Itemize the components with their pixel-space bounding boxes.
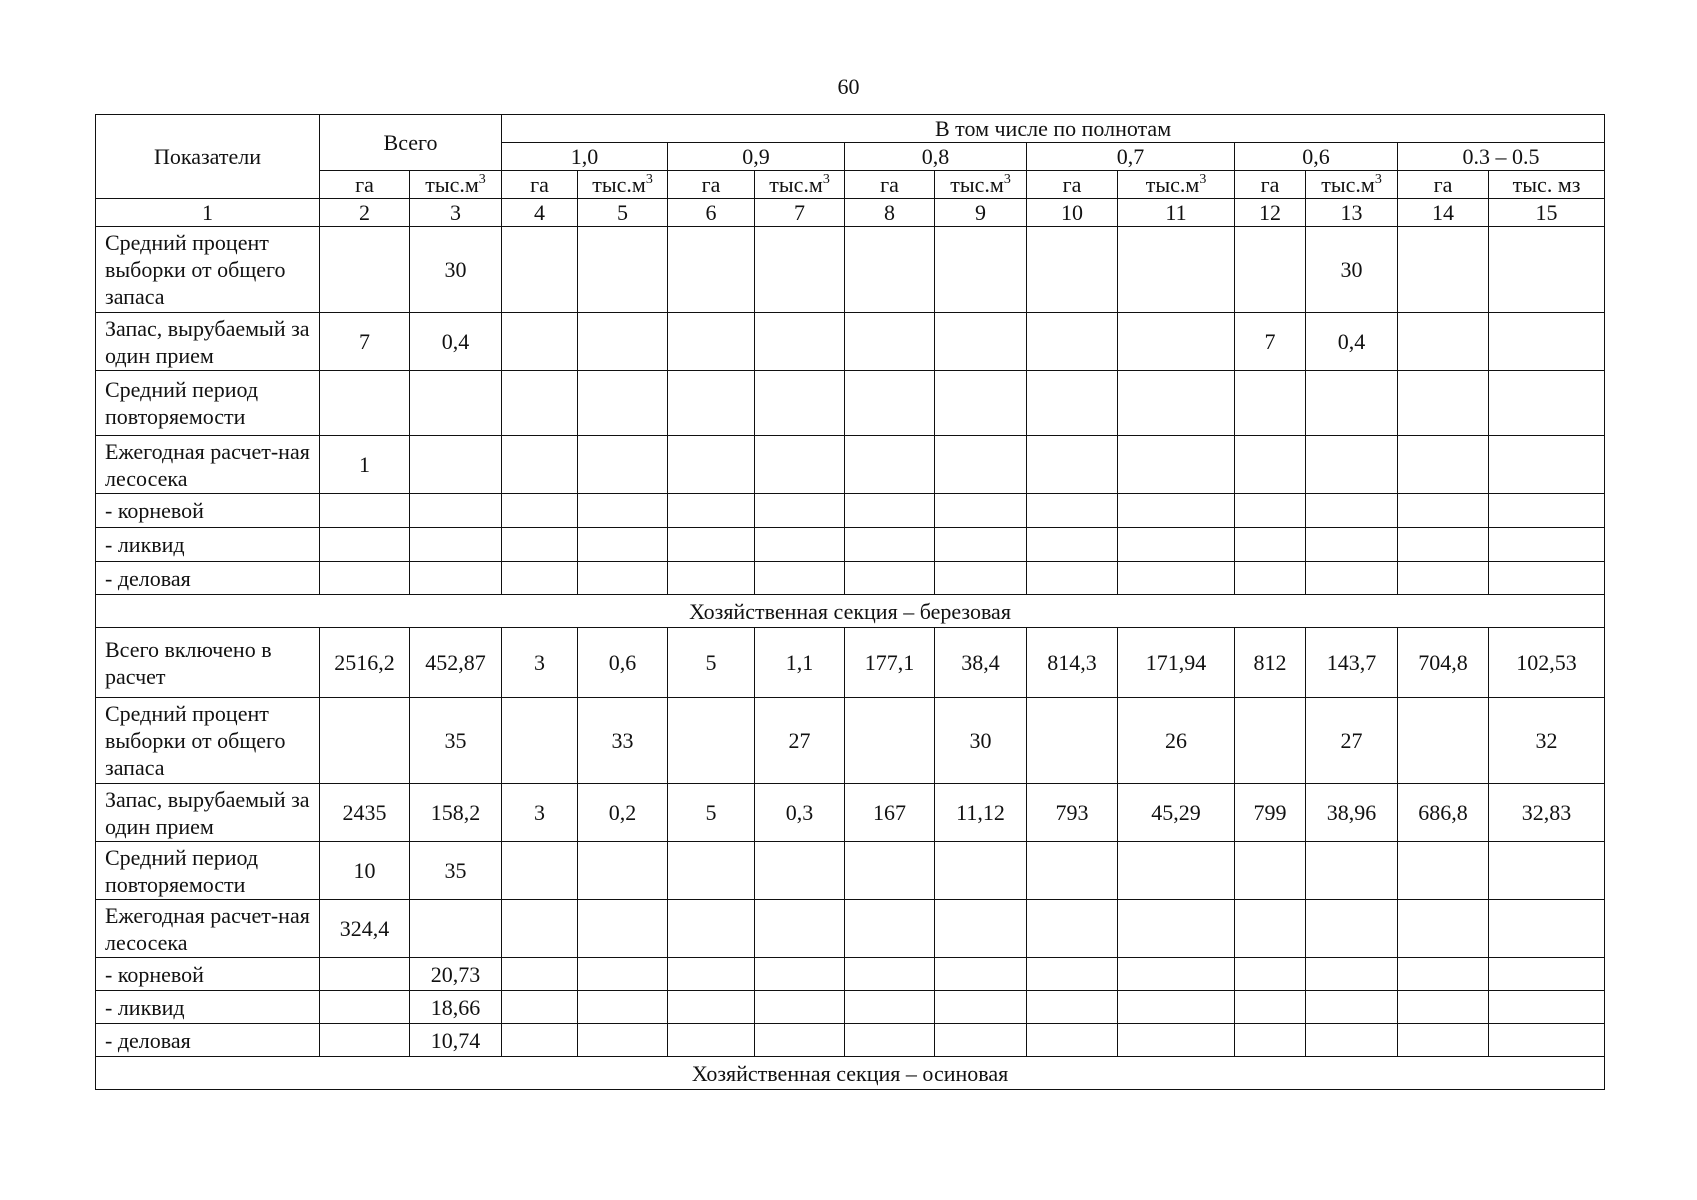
table-cell: 1,1 [755,628,845,698]
unit-m3-superscript: 3 [1003,172,1011,187]
table-cell [1027,900,1118,958]
table-cell [578,436,668,494]
table-row [96,227,1605,313]
table-cell: 0,3 [755,784,845,842]
table-cell [668,528,755,562]
section-title: Хозяйственная секция – осиновая [96,1057,1605,1090]
table-cell [1489,991,1605,1024]
table-cell: 704,8 [1398,628,1489,698]
column-number: 1 [96,199,320,227]
unit-thousand-m3-alt: тыс. мз [1489,171,1605,199]
table-cell [502,958,578,991]
table-cell [1118,562,1235,595]
table-cell [1118,528,1235,562]
table-cell [578,227,668,313]
table-cell [935,991,1027,1024]
table-cell [1118,991,1235,1024]
unit-m3-prefix: тыс.м [769,172,823,197]
unit-m3-superscript: 3 [478,172,486,187]
table-cell [502,227,578,313]
table-cell [1398,494,1489,528]
table-cell [1398,698,1489,784]
column-number: 9 [935,199,1027,227]
header-row-1 [96,115,1605,143]
table-cell [1118,371,1235,436]
table-cell [320,958,410,991]
table-cell [578,991,668,1024]
table-cell: 686,8 [1398,784,1489,842]
section-title: Хозяйственная секция – березовая [96,595,1605,628]
table-cell [1235,698,1306,784]
table-cell [320,562,410,595]
row-label: Запас, вырубаемый за один прием [96,784,320,842]
column-number: 10 [1027,199,1118,227]
table-cell [1306,958,1398,991]
table-cell: 452,87 [410,628,502,698]
row-label: - корневой [96,958,320,991]
table-cell [578,494,668,528]
table-cell [935,562,1027,595]
table-cell [668,842,755,900]
table-cell [935,900,1027,958]
table-cell: 167 [845,784,935,842]
table-cell: 814,3 [1027,628,1118,698]
table-row [96,991,1605,1024]
table-cell [320,494,410,528]
table-cell [578,562,668,595]
table-cell: 793 [1027,784,1118,842]
table-cell: 30 [1306,227,1398,313]
table-cell [1398,313,1489,371]
table-cell [1118,958,1235,991]
column-number: 6 [668,199,755,227]
table-cell [578,1024,668,1057]
table-cell [1118,227,1235,313]
table-cell [1306,900,1398,958]
table-cell: 177,1 [845,628,935,698]
table-cell: 143,7 [1306,628,1398,698]
table-cell: 32,83 [1489,784,1605,842]
table-cell [668,494,755,528]
table-cell: 10,74 [410,1024,502,1057]
table-cell [578,528,668,562]
table-cell [502,900,578,958]
table-cell [1235,900,1306,958]
table-cell: 5 [668,784,755,842]
table-cell [1027,842,1118,900]
table-row [96,784,1605,842]
table-cell [320,528,410,562]
table-cell: 11,12 [935,784,1027,842]
table-cell [845,958,935,991]
table-cell [1398,1024,1489,1057]
table-cell [755,313,845,371]
table-cell [755,562,845,595]
table-cell [1235,371,1306,436]
table-row [96,1024,1605,1057]
row-label: - ликвид [96,528,320,562]
table-cell [1235,528,1306,562]
table-cell [1235,436,1306,494]
row-label: Средний процент выборки от общего запаса [96,698,320,784]
table-cell [1489,371,1605,436]
unit-hectare: га [668,171,755,199]
table-cell [1398,900,1489,958]
column-number: 13 [1306,199,1398,227]
table-cell [845,436,935,494]
page-number: 60 [837,74,860,99]
table-cell [1398,842,1489,900]
table-cell [755,958,845,991]
table-cell [755,436,845,494]
unit-hectare: га [1235,171,1306,199]
row-label: Средний период повторяемости [96,842,320,900]
unit-thousand-m3 [578,171,668,199]
table-cell [502,991,578,1024]
table-cell [320,227,410,313]
section-title-row [96,595,1605,628]
table-cell [1398,958,1489,991]
table-cell [1027,494,1118,528]
table-cell: 3 [502,628,578,698]
table-cell [755,900,845,958]
table-cell [1235,494,1306,528]
unit-hectare: га [1027,171,1118,199]
table-cell [935,958,1027,991]
unit-m3-prefix: тыс.м [1145,172,1200,197]
table-cell [1398,436,1489,494]
table-cell [1306,494,1398,528]
table-cell [1027,698,1118,784]
table-cell [668,436,755,494]
table-cell [1489,1024,1605,1057]
column-number: 4 [502,199,578,227]
table-cell [1306,1024,1398,1057]
table-cell [935,313,1027,371]
table-cell: 35 [410,842,502,900]
column-number: 15 [1489,199,1605,227]
table-cell [1118,900,1235,958]
unit-m3-superscript: 3 [645,172,653,187]
header-units-row [96,171,1605,199]
table-cell [1118,842,1235,900]
row-label: - ликвид [96,991,320,1024]
row-label: Всего включено в расчет [96,628,320,698]
table-cell [935,227,1027,313]
column-number: 3 [410,199,502,227]
table-cell [668,227,755,313]
row-label: - деловая [96,1024,320,1057]
table-row [96,698,1605,784]
table-cell: 799 [1235,784,1306,842]
table-cell: 38,4 [935,628,1027,698]
header-density-3: 0,8 [845,143,1027,171]
table-row [96,900,1605,958]
table-cell [755,528,845,562]
table-cell [668,562,755,595]
table-cell [1118,436,1235,494]
table-cell [1118,1024,1235,1057]
table-cell: 30 [410,227,502,313]
header-density-1: 1,0 [502,143,668,171]
column-number: 11 [1118,199,1235,227]
table-cell [1118,494,1235,528]
table-cell [1489,313,1605,371]
table-cell: 0,4 [410,313,502,371]
header-density-4: 0,7 [1027,143,1235,171]
table-cell [1398,562,1489,595]
unit-thousand-m3 [1306,171,1398,199]
table-row [96,628,1605,698]
table-cell [755,494,845,528]
table-row [96,436,1605,494]
table-cell: 27 [1306,698,1398,784]
table-cell: 20,73 [410,958,502,991]
table-cell [1027,227,1118,313]
header-by-density: В том числе по полнотам [502,115,1605,143]
table-cell: 1 [320,436,410,494]
table-cell [1489,842,1605,900]
table-cell [1398,528,1489,562]
table-cell: 2435 [320,784,410,842]
section-title-row [96,1057,1605,1090]
table-cell: 158,2 [410,784,502,842]
column-number: 5 [578,199,668,227]
table-cell [935,494,1027,528]
table-cell [935,528,1027,562]
table-cell [1027,528,1118,562]
header-density-2: 0,9 [668,143,845,171]
table-cell [1235,842,1306,900]
table-cell [410,436,502,494]
forest-cutting-table [95,114,1605,1090]
table-cell [502,528,578,562]
table-cell: 32 [1489,698,1605,784]
table-cell [1306,991,1398,1024]
table-cell [502,494,578,528]
header-density-6: 0.3 – 0.5 [1398,143,1605,171]
table-cell [668,900,755,958]
table-cell [320,698,410,784]
table-cell [578,313,668,371]
table-cell [1027,313,1118,371]
table-cell [578,842,668,900]
unit-thousand-m3 [755,171,845,199]
table-row [96,528,1605,562]
table-cell [935,842,1027,900]
table-row [96,494,1605,528]
table-cell [410,528,502,562]
table-cell: 27 [755,698,845,784]
table-cell: 35 [410,698,502,784]
table-cell [1306,436,1398,494]
table-cell [1027,371,1118,436]
table-cell [1306,842,1398,900]
row-label: Ежегодная расчет-ная лесосека [96,900,320,958]
table-cell: 33 [578,698,668,784]
table-cell [1027,991,1118,1024]
table-cell [755,1024,845,1057]
table-cell [845,991,935,1024]
table-cell [1489,227,1605,313]
table-cell: 102,53 [1489,628,1605,698]
table-cell [1235,227,1306,313]
table-cell [1306,371,1398,436]
table-cell [1027,562,1118,595]
column-number: 7 [755,199,845,227]
table-cell: 324,4 [320,900,410,958]
table-cell [410,494,502,528]
table-cell [668,958,755,991]
table-cell [578,900,668,958]
table-cell: 812 [1235,628,1306,698]
table-cell [1235,991,1306,1024]
row-label: - корневой [96,494,320,528]
row-label: Ежегодная расчет-ная лесосека [96,436,320,494]
unit-m3-superscript: 3 [822,172,830,187]
table-cell: 0,2 [578,784,668,842]
table-cell: 171,94 [1118,628,1235,698]
table-cell: 10 [320,842,410,900]
row-label: Средний процент выборки от общего запаса [96,227,320,313]
table-cell [845,842,935,900]
table-cell [845,1024,935,1057]
table-cell [320,1024,410,1057]
table-cell [935,371,1027,436]
table-cell [1398,371,1489,436]
table-cell [1306,562,1398,595]
unit-thousand-m3 [935,171,1027,199]
table-cell [1027,958,1118,991]
table-cell [1027,1024,1118,1057]
column-number: 14 [1398,199,1489,227]
table-cell [755,371,845,436]
table-cell [1489,528,1605,562]
table-cell [845,494,935,528]
table-cell [668,1024,755,1057]
table-cell [502,842,578,900]
unit-hectare: га [320,171,410,199]
table-cell: 0,6 [578,628,668,698]
header-total: Всего [320,115,502,171]
unit-thousand-m3 [410,171,502,199]
table-cell [502,313,578,371]
table-cell [845,313,935,371]
table-row [96,842,1605,900]
table-cell: 2516,2 [320,628,410,698]
table-row [96,958,1605,991]
unit-m3-prefix: тыс.м [592,172,646,197]
table-cell [1489,958,1605,991]
table-cell [935,1024,1027,1057]
table-cell [502,1024,578,1057]
table-cell [1235,1024,1306,1057]
unit-hectare: га [502,171,578,199]
table-cell: 3 [502,784,578,842]
table-cell [410,562,502,595]
table-cell: 30 [935,698,1027,784]
table-cell [668,698,755,784]
table-cell: 0,4 [1306,313,1398,371]
unit-thousand-m3 [1118,171,1235,199]
table-cell [1489,494,1605,528]
table-row [96,562,1605,595]
unit-m3-prefix: тыс.м [950,172,1004,197]
table-cell [755,227,845,313]
table-cell [320,371,410,436]
table-cell [1118,313,1235,371]
column-number: 8 [845,199,935,227]
unit-hectare: га [1398,171,1489,199]
table-row [96,371,1605,436]
header-density-5: 0,6 [1235,143,1398,171]
table-cell: 7 [1235,313,1306,371]
table-cell [755,991,845,1024]
table-cell [502,436,578,494]
table-cell [1489,562,1605,595]
table-cell [845,227,935,313]
table-cell: 7 [320,313,410,371]
unit-m3-superscript: 3 [1199,172,1207,187]
unit-hectare: га [845,171,935,199]
table-cell [578,371,668,436]
table-row [96,313,1605,371]
table-cell [1398,991,1489,1024]
table-cell [668,371,755,436]
table-cell [845,528,935,562]
table-cell [668,313,755,371]
unit-m3-prefix: тыс.м [425,172,479,197]
table-cell [755,842,845,900]
column-number: 2 [320,199,410,227]
table-cell [410,900,502,958]
table-cell [1027,436,1118,494]
row-label: - деловая [96,562,320,595]
row-label: Средний период повторяемости [96,371,320,436]
column-number: 12 [1235,199,1306,227]
table-cell [845,698,935,784]
table-cell [668,991,755,1024]
table-cell [502,562,578,595]
unit-m3-prefix: тыс.м [1321,172,1375,197]
table-cell [935,436,1027,494]
table-cell [1235,958,1306,991]
table-cell [502,698,578,784]
row-label: Запас, вырубаемый за один прием [96,313,320,371]
table-cell [410,371,502,436]
table-cell [845,371,935,436]
table-cell [320,991,410,1024]
table-cell [1306,528,1398,562]
table-cell [845,562,935,595]
column-numbers-row [96,199,1605,227]
table-cell [1489,900,1605,958]
table-cell [1235,562,1306,595]
table-cell: 38,96 [1306,784,1398,842]
header-indicators: Показатели [96,115,320,199]
unit-m3-superscript: 3 [1374,172,1382,187]
table-cell: 26 [1118,698,1235,784]
table-cell: 5 [668,628,755,698]
table-cell [1489,436,1605,494]
table-cell [845,900,935,958]
table-cell [502,371,578,436]
table-cell [578,958,668,991]
table-cell [1398,227,1489,313]
table-cell: 18,66 [410,991,502,1024]
table-cell: 45,29 [1118,784,1235,842]
